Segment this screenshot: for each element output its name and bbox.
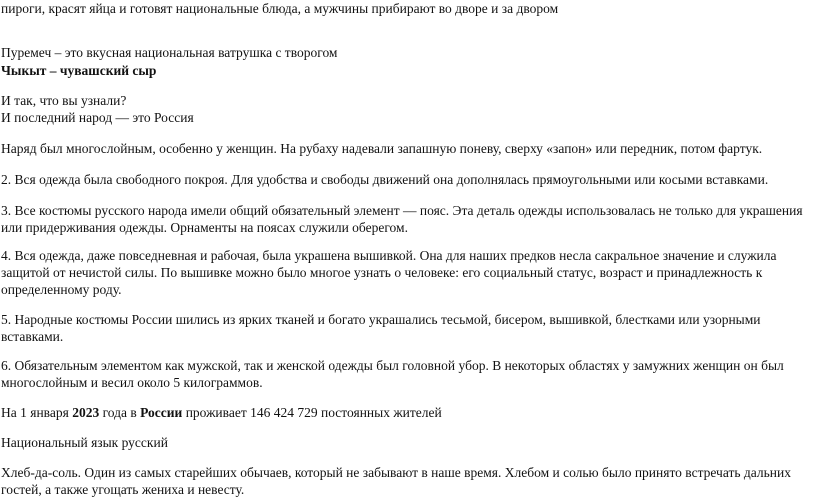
chykyt-heading: Чыкыт – чувашский сыр [1,63,157,78]
paragraph-4-line-2: защитой от нечистой силы. По вышивке можно было многое узнать о человеке: его социальный статус, возраст и принадлежность к [1,265,763,280]
paragraph-2: 2. Вся одежда была свободного покроя. Для удобства и свободы движений она дополнялась прямоугольными или косыми вставками. [1,172,769,187]
paragraph-1: Наряд был многослойным, особенно у женщин. На рубаху надевали запашную поневу, сверху «запон» или передник, потом фартук. [1,141,763,156]
paragraph-6-line-1: 6. Обязательным элементом как мужской, так и женской одежды был головной убор. В некоторых областях у замужних женщин он был [1,358,784,373]
paragraph-5-line-2: вставками. [1,329,64,344]
population-text-a: На 1 января [1,405,73,420]
language-line: Национальный язык русский [1,435,168,450]
paragraph-3-line-1: 3. Все костюмы русского народа имели общий обязательный элемент — пояс. Эта деталь одежды использовалась не только для украшения [1,203,803,218]
last-people-line: И последний народ — это Россия [1,110,194,125]
puremech-line: Пуремеч – это вкусная национальная ватрушка с творогом [1,45,338,60]
paragraph-6-line-2: многослойным и весил около 5 килограммов. [1,375,263,390]
paragraph-5-line-1: 5. Народные костюмы России шились из ярких тканей и богато украшались тесьмой, бисером, вышивкой, блестками или узорными [1,312,761,327]
bread-salt-line-1: Хлеб-да-соль. Один из самых старейших обычаев, который не забывают в наше время. Хлебом и солью было принято встречать дальних [1,465,791,480]
population-text-b: года в [99,405,141,420]
paragraph-4-line-3: определенному роду. [1,282,122,297]
question-line: И так, что вы узнали? [1,93,127,108]
population-year: 2023 [72,405,100,420]
paragraph-4-line-1: 4. Вся одежда, даже повседневная и рабочая, была украшена вышивкой. Она для наших предков несла сакральное значение и служила [1,248,777,263]
population-line [1,404,442,422]
population-text-c: проживает 146 424 729 постоянных жителей [182,405,442,420]
bread-salt-line-2: гостей, а также угощать жениха и невесту. [1,482,245,497]
intro-line: пироги, красят яйца и готовят национальные блюда, а мужчины прибирают во дворе и за двором [1,1,559,16]
population-country: России [140,405,183,420]
paragraph-3-line-2: или придерживания одежды. Орнаменты на поясах служили оберегом. [1,220,408,235]
